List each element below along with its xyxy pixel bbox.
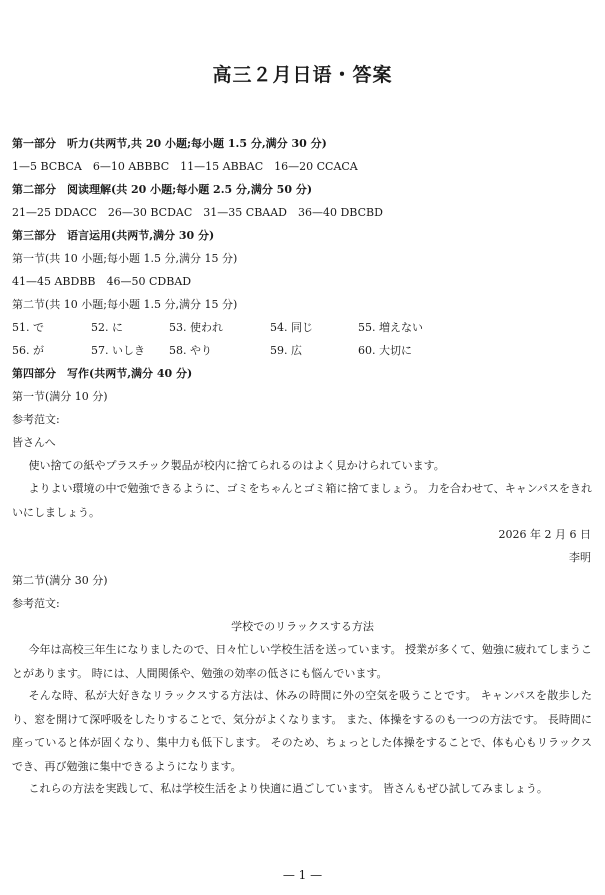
part3-section2-heading: 第二节(共 10 小题;每小题 1.5 分,满分 15 分) — [12, 298, 238, 311]
letter-date: 2026 年 2 月 6 日 — [498, 528, 591, 541]
part4-section2-heading: 第二节(满分 30 分) — [12, 574, 108, 587]
answer-59: 59. 広 — [270, 344, 302, 357]
letter-greeting: 皆さんへ — [12, 436, 56, 449]
part2-answers: 21—25 DDACC 26—30 BCDAC 31—35 CBAAD 36—40 DBCBD — [12, 206, 383, 219]
answer-58: 58. やり — [169, 344, 212, 357]
part3-section1-answers: 41—45 ABDBB 46—50 CDBAD — [12, 275, 192, 288]
part4-heading: 第四部分 写作(共两节,满分 40 分) — [12, 367, 193, 380]
answer-60: 60. 大切に — [358, 344, 412, 357]
part3-section1-heading: 第一节(共 10 小题;每小题 1.5 分,满分 15 分) — [12, 252, 238, 265]
answer-51: 51. で — [12, 321, 44, 334]
letter-signature: 李明 — [569, 551, 591, 564]
part4-section1-heading: 第一节(满分 10 分) — [12, 390, 108, 403]
part1-answers: 1—5 BCBCA 6—10 ABBBC 11—15 ABBAC 16—20 CCACA — [12, 160, 358, 173]
answer-54: 54. 同じ — [270, 321, 313, 334]
part3-heading: 第三部分 语言运用(共两节,满分 30 分) — [12, 229, 215, 242]
answer-57: 57. いしき — [91, 344, 145, 357]
answer-52: 52. に — [91, 321, 123, 334]
page-title: 高三２月日语・答案 — [212, 64, 393, 86]
essay-paragraph-1: 今年は高校三年生になりましたので、日々忙しい学校生活を送っています。 授業が多くて、勉強に疲れてしまうことがあります。 時には、人間関係や、勉強の効率の低さにも悩んでいます。 — [12, 643, 592, 680]
essay-paragraph-2: そんな時、私が大好きなリラックスする方法は、休みの時間に外の空気を吸うことです。 キャンパスを散歩したり、窓を開けて深呼吸をしたりすることで、気分がよくなります。 また、体操をするのも一つの方法です。 長時間に座っていると体が固くなり、集中力も低下します。 そのため、ちょっとした体操をすることで、体も心もリラックスでき、再び勉強に集中できるようになります。 — [12, 689, 592, 773]
letter-paragraph-2: よりよい環境の中で勉強できるように、ゴミをちゃんとゴミ箱に捨てましょう。 力を合わせて、キャンパスをきれいにしましょう。 — [12, 482, 593, 519]
letter-paragraph-1: 使い捨ての紙やプラスチック製品が校内に捨てられるのはよく見かけられています。 — [28, 459, 445, 472]
essay-title: 学校でのリラックスする方法 — [231, 620, 374, 633]
answer-56: 56. が — [12, 344, 44, 357]
part1-heading: 第一部分 听力(共两节,共 20 小题;每小题 1.5 分,满分 30 分) — [12, 137, 327, 150]
page-number: — 1 — — [282, 868, 323, 882]
part2-heading: 第二部分 阅读理解(共 20 小题;每小题 2.5 分,满分 50 分) — [12, 183, 313, 196]
reference-label-2: 参考范文: — [12, 597, 60, 610]
answer-53: 53. 使われ — [169, 321, 223, 334]
reference-label-1: 参考范文: — [12, 413, 60, 426]
answer-55: 55. 増えない — [358, 321, 423, 334]
essay-paragraph-3: これらの方法を実践して、私は学校生活をより快適に過ごしています。 皆さんもぜひ試してみましょう。 — [28, 782, 548, 795]
